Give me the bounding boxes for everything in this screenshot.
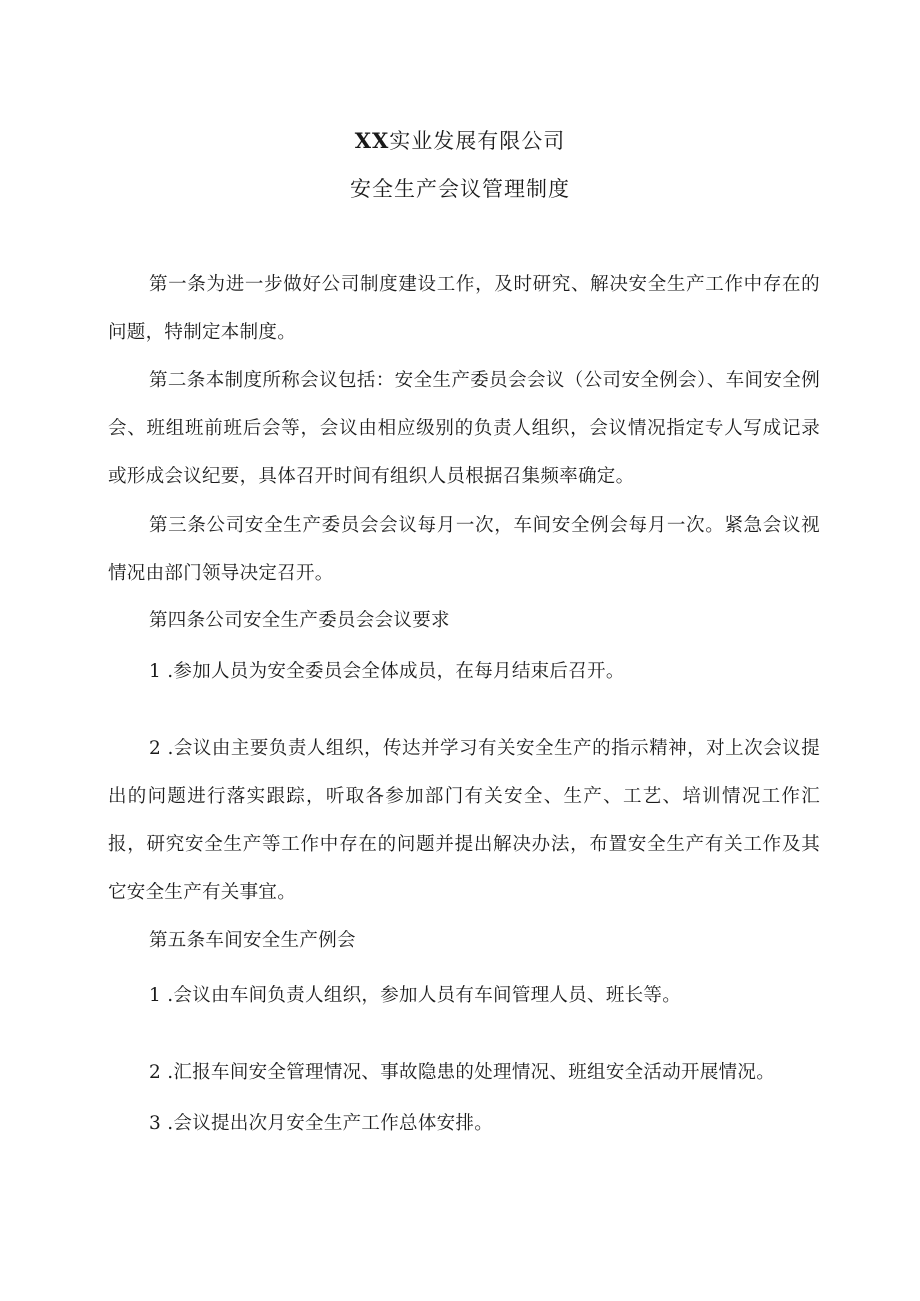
document-title: 安全生产会议管理制度 (350, 177, 570, 201)
company-name-prefix: XX (354, 128, 390, 153)
article-5-item-3: 3 .会议提出次月安全生产工作总体安排。 (149, 1113, 494, 1134)
article-3: 第三条公司安全生产委员会会议每月一次，车间安全例会每月一次。紧急会议视情况由部门领导决定召开。 (108, 515, 820, 584)
article-4-item-2: 2 .会议由主要负责人组织，传达并学习有关安全生产的指示精神，对上次会议提出的问题进行落实跟踪，听取各参加部门有关安全、生产、工艺、培训情况工作汇报，研究安全生产等工作中存在的问题并提出解决办法，布置安全生产有关工作及其它安全生产有关事宜。 (108, 738, 820, 903)
article-4-item-1: 1 .参加人员为安全委员会全体成员，在每月结束后召开。 (149, 661, 625, 682)
article-1: 第一条为进一步做好公司制度建设工作，及时研究、解决安全生产工作中存在的问题，特制定本制度。 (108, 274, 820, 343)
company-name-rest: 实业发展有限公司 (389, 129, 566, 153)
company-name-heading (0, 126, 920, 156)
article-4-heading: 第四条公司安全生产委员会会议要求 (149, 610, 450, 631)
article-2: 第二条本制度所称会议包括：安全生产委员会会议（公司安全例会）、车间安全例会、班组班前班后会等，会议由相应级别的负责人组织，会议情况指定专人写成记录或形成会议纪要，具体召开时间有组织人员根据召集频率确定。 (108, 370, 820, 487)
article-5-item-2: 2 .汇报车间安全管理情况、事故隐患的处理情况、班组安全活动开展情况。 (149, 1062, 776, 1083)
article-5-item-1: 1 .会议由车间负责人组织，参加人员有车间管理人员、班长等。 (149, 985, 682, 1006)
article-5-heading: 第五条车间安全生产例会 (149, 930, 356, 951)
